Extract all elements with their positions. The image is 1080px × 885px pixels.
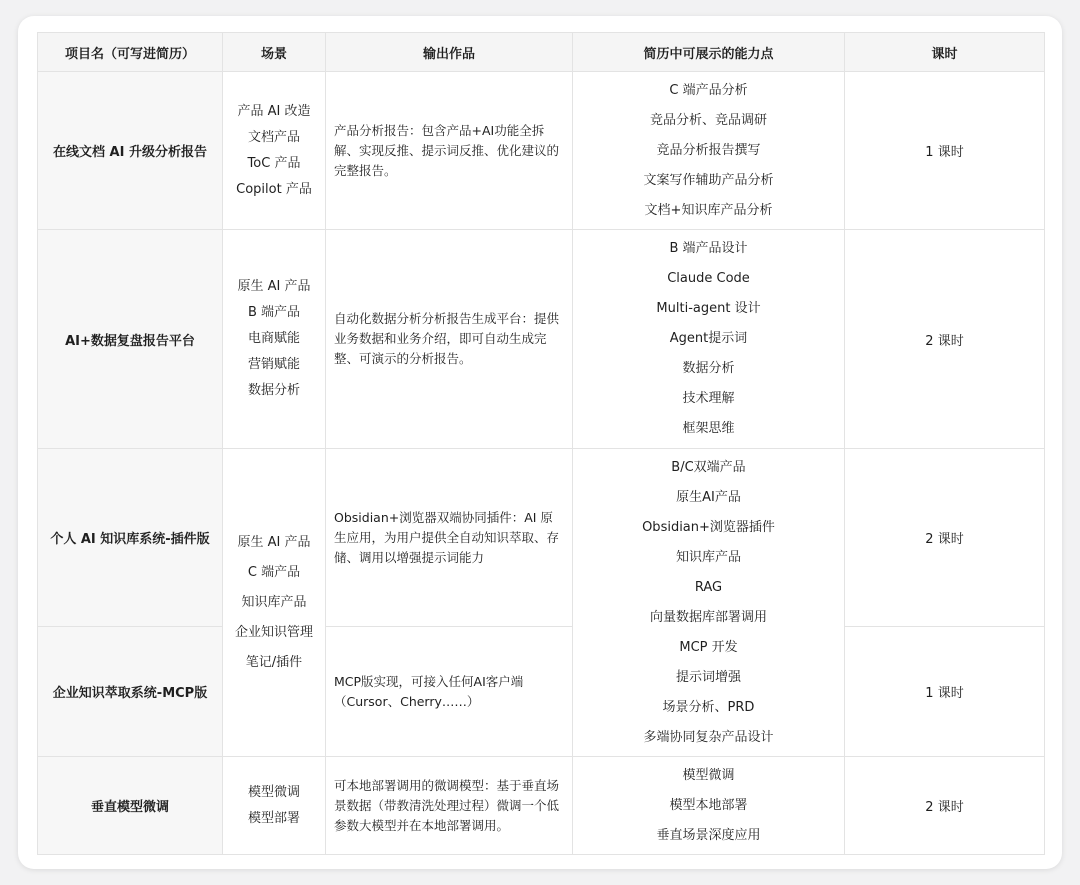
- scene-item: 企业知识管理: [234, 624, 313, 640]
- course-hours: 2 课时: [845, 449, 1045, 627]
- scene-item: C 端产品: [247, 564, 301, 580]
- skill-item: Claude Code: [667, 271, 750, 286]
- skill-item: 模型本地部署: [669, 797, 748, 813]
- skill-item: 垂直场景深度应用: [656, 827, 761, 843]
- scene-item: 文档产品: [247, 129, 300, 145]
- header-hours: 课时: [845, 33, 1045, 72]
- scene-cell: [223, 757, 326, 855]
- course-hours: 1 课时: [845, 72, 1045, 230]
- project-name: 企业知识萃取系统-MCP版: [38, 627, 223, 757]
- scene-item: B 端产品: [247, 305, 301, 320]
- scene-item: 原生 AI 产品: [237, 279, 311, 294]
- skills-cell: [573, 757, 845, 855]
- skill-item: B/C双端产品: [671, 459, 746, 475]
- skill-item: 竞品分析报告撰写: [656, 142, 761, 158]
- skill-item: 框架思维: [682, 421, 735, 436]
- skill-item: 文档+知识库产品分析: [644, 202, 773, 218]
- skill-item: MCP 开发: [679, 639, 738, 655]
- skill-item: Obsidian+浏览器插件: [642, 519, 775, 535]
- scene-item: 模型部署: [247, 810, 300, 826]
- scene-item: 数据分析: [247, 383, 300, 398]
- scene-item: Copilot 产品: [236, 181, 312, 197]
- header-skills: 简历中可展示的能力点: [573, 33, 845, 72]
- output-description: MCP版实现，可接入任何AI客户端（Cursor、Cherry……）: [326, 627, 573, 757]
- scene-cell: [223, 72, 326, 230]
- output-description: 产品分析报告：包含产品+AI功能全拆解、实现反推、提示词反推、优化建议的完整报告。: [326, 72, 573, 230]
- project-name: AI+数据复盘报告平台: [38, 230, 223, 449]
- scene-cell-merged: [223, 449, 326, 757]
- table-row: [38, 627, 1045, 757]
- skill-item: 多端协同复杂产品设计: [643, 729, 774, 745]
- project-name: 个人 AI 知识库系统-插件版: [38, 449, 223, 627]
- skill-item: 竞品分析、竞品调研: [649, 112, 767, 128]
- skill-item: 文案写作辅助产品分析: [643, 172, 774, 188]
- header-output: 输出作品: [326, 33, 573, 72]
- table-row: [38, 230, 1045, 449]
- scene-item: 模型微调: [247, 784, 300, 800]
- table-row: [38, 449, 1045, 627]
- scene-item: 电商赋能: [247, 331, 300, 346]
- skill-item: 场景分析、PRD: [662, 699, 755, 715]
- skills-cell: [573, 72, 845, 230]
- scene-item: 知识库产品: [241, 594, 307, 610]
- table-header-row: [38, 33, 1045, 72]
- skill-item: B 端产品设计: [669, 241, 748, 256]
- skill-item: 模型微调: [682, 767, 735, 783]
- skill-item: 向量数据库部署调用: [649, 609, 767, 625]
- output-description: 可本地部署调用的微调模型：基于垂直场景数据（带教清洗处理过程）微调一个低参数大模型并在本地部署调用。: [326, 757, 573, 855]
- course-hours: 2 课时: [845, 230, 1045, 449]
- course-project-table: [37, 32, 1045, 855]
- course-hours: 1 课时: [845, 627, 1045, 757]
- table-row: [38, 72, 1045, 230]
- scene-item: 原生 AI 产品: [237, 534, 311, 550]
- header-project: 项目名（可写进简历）: [38, 33, 223, 72]
- scene-item: 营销赋能: [247, 357, 300, 372]
- scene-item: 产品 AI 改造: [237, 103, 311, 119]
- output-description: 自动化数据分析分析报告生成平台：提供业务数据和业务介绍，即可自动生成完整、可演示的分析报告。: [326, 230, 573, 449]
- skill-item: 技术理解: [682, 391, 735, 406]
- skill-item: 数据分析: [682, 361, 735, 376]
- scene-item: 笔记/插件: [245, 654, 303, 670]
- scene-cell: [223, 230, 326, 449]
- skills-cell-merged: [573, 449, 845, 757]
- skill-item: RAG: [694, 579, 723, 595]
- header-scene: 场景: [223, 33, 326, 72]
- project-name: 在线文档 AI 升级分析报告: [38, 72, 223, 230]
- table-row: [38, 757, 1045, 855]
- skill-item: C 端产品分析: [669, 82, 748, 98]
- skills-cell: [573, 230, 845, 449]
- scene-item: ToC 产品: [247, 155, 301, 171]
- project-name: 垂直模型微调: [38, 757, 223, 855]
- skill-item: 知识库产品: [675, 549, 741, 565]
- skill-item: Agent提示词: [669, 331, 748, 346]
- skill-item: 提示词增强: [675, 669, 741, 685]
- output-description: Obsidian+浏览器双端协同插件：AI 原生应用，为用户提供全自动知识萃取、存储、调用以增强提示词能力: [326, 449, 573, 627]
- skill-item: Multi-agent 设计: [656, 301, 761, 316]
- course-hours: 2 课时: [845, 757, 1045, 855]
- skill-item: 原生AI产品: [676, 489, 741, 505]
